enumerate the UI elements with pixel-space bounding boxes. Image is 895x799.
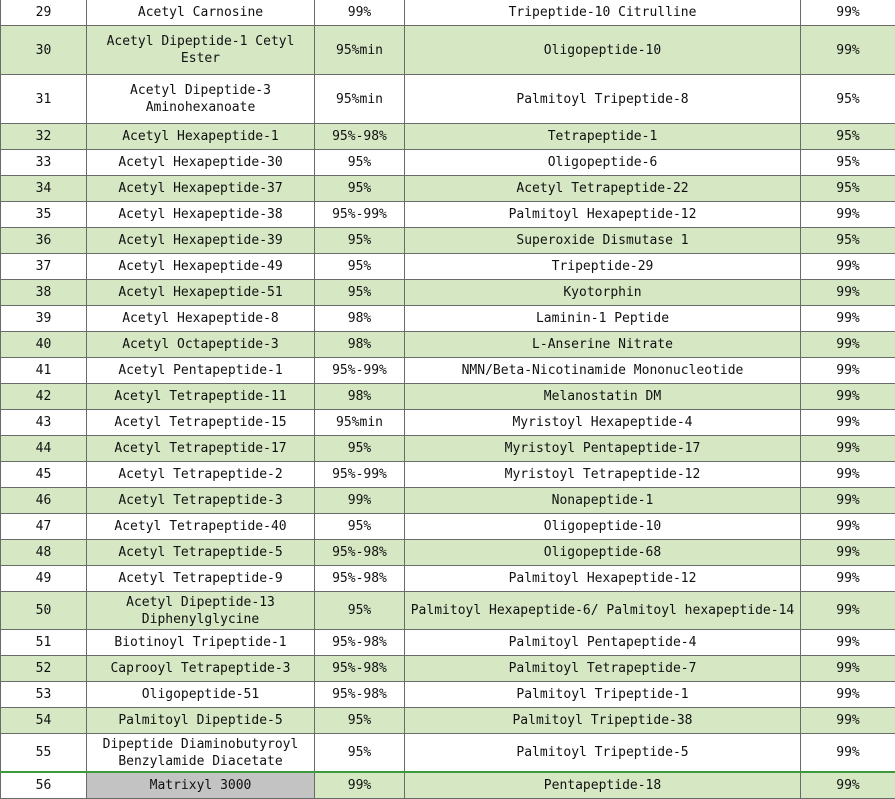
product-name-cell[interactable]: Acetyl Hexapeptide-39 xyxy=(87,228,315,254)
purity-cell[interactable]: 99% xyxy=(801,358,895,384)
table-row xyxy=(1,462,895,488)
product-name-cell[interactable]: Acetyl Pentapeptide-1 xyxy=(87,358,315,384)
row-number-cell[interactable]: 32 xyxy=(1,124,87,150)
purity-cell[interactable]: 99% xyxy=(801,566,895,592)
row-number-cell[interactable]: 44 xyxy=(1,436,87,462)
peptide-table-body xyxy=(1,0,895,799)
purity-cell[interactable]: 95%-98% xyxy=(315,540,405,566)
purity-cell[interactable]: 99% xyxy=(801,682,895,708)
purity-cell[interactable]: 95% xyxy=(315,254,405,280)
purity-cell[interactable]: 99% xyxy=(801,280,895,306)
table-row xyxy=(1,0,895,26)
row-number-cell[interactable]: 37 xyxy=(1,254,87,280)
table-row xyxy=(1,630,895,656)
table-row xyxy=(1,176,895,202)
table-row xyxy=(1,384,895,410)
product-name-cell[interactable]: Palmitoyl Hexapeptide-6/ Palmitoyl hexapeptide-14 xyxy=(405,592,801,630)
product-name-cell[interactable]: Melanostatin DM xyxy=(405,384,801,410)
row-number-cell[interactable]: 39 xyxy=(1,306,87,332)
product-name-cell[interactable]: Acetyl Carnosine xyxy=(87,0,315,26)
row-number-cell[interactable]: 33 xyxy=(1,150,87,176)
purity-cell[interactable]: 95% xyxy=(315,708,405,734)
table-row xyxy=(1,150,895,176)
product-name-cell[interactable]: Palmitoyl Tripeptide-38 xyxy=(405,708,801,734)
product-name-cell[interactable]: Myristoyl Pentapeptide-17 xyxy=(405,436,801,462)
row-number-cell[interactable]: 42 xyxy=(1,384,87,410)
table-row xyxy=(1,566,895,592)
table-row xyxy=(1,228,895,254)
purity-cell[interactable]: 95% xyxy=(315,176,405,202)
purity-cell[interactable]: 99% xyxy=(801,254,895,280)
product-name-cell[interactable]: Acetyl Tetrapeptide-3 xyxy=(87,488,315,514)
purity-cell[interactable]: 95%min xyxy=(315,75,405,124)
row-number-cell[interactable]: 34 xyxy=(1,176,87,202)
product-name-cell[interactable]: Oligopeptide-68 xyxy=(405,540,801,566)
product-name-cell[interactable]: Acetyl Octapeptide-3 xyxy=(87,332,315,358)
purity-cell[interactable]: 99% xyxy=(801,592,895,630)
purity-cell[interactable]: 95%-99% xyxy=(315,358,405,384)
product-name-cell[interactable]: Acetyl Tetrapeptide-15 xyxy=(87,410,315,436)
row-number-cell[interactable]: 35 xyxy=(1,202,87,228)
table-row xyxy=(1,332,895,358)
product-name-cell[interactable]: Acetyl Hexapeptide-30 xyxy=(87,150,315,176)
row-number-cell[interactable]: 56 xyxy=(1,772,87,799)
product-name-cell[interactable]: Oligopeptide-51 xyxy=(87,682,315,708)
purity-cell[interactable]: 95% xyxy=(315,734,405,773)
table-row xyxy=(1,708,895,734)
purity-cell[interactable]: 99% xyxy=(801,772,895,799)
purity-cell[interactable]: 99% xyxy=(801,410,895,436)
product-name-cell[interactable]: Biotinoyl Tripeptide-1 xyxy=(87,630,315,656)
product-name-cell[interactable]: Acetyl Tetrapeptide-40 xyxy=(87,514,315,540)
purity-cell[interactable]: 98% xyxy=(315,384,405,410)
product-name-cell[interactable]: Palmitoyl Dipeptide-5 xyxy=(87,708,315,734)
product-name-cell[interactable]: Acetyl Tetrapeptide-2 xyxy=(87,462,315,488)
row-number-cell[interactable]: 30 xyxy=(1,26,87,75)
table-row xyxy=(1,540,895,566)
product-name-cell[interactable]: Acetyl Hexapeptide-49 xyxy=(87,254,315,280)
row-number-cell[interactable]: 46 xyxy=(1,488,87,514)
product-name-cell[interactable]: Palmitoyl Pentapeptide-4 xyxy=(405,630,801,656)
row-number-cell[interactable]: 36 xyxy=(1,228,87,254)
purity-cell[interactable]: 99% xyxy=(801,332,895,358)
purity-cell[interactable]: 99% xyxy=(801,488,895,514)
purity-cell[interactable]: 95% xyxy=(801,124,895,150)
product-name-cell[interactable]: L-Anserine Nitrate xyxy=(405,332,801,358)
purity-cell[interactable]: 99% xyxy=(801,306,895,332)
product-name-cell[interactable]: Palmitoyl Tetrapeptide-7 xyxy=(405,656,801,682)
table-row xyxy=(1,124,895,150)
row-number-cell[interactable]: 55 xyxy=(1,734,87,773)
purity-cell[interactable]: 99% xyxy=(801,436,895,462)
purity-cell[interactable]: 98% xyxy=(315,306,405,332)
product-name-cell[interactable]: Acetyl Hexapeptide-1 xyxy=(87,124,315,150)
row-number-cell[interactable]: 47 xyxy=(1,514,87,540)
product-name-cell[interactable]: Acetyl Hexapeptide-51 xyxy=(87,280,315,306)
product-name-cell[interactable]: Acetyl Tetrapeptide-11 xyxy=(87,384,315,410)
purity-cell[interactable]: 95% xyxy=(315,228,405,254)
product-name-cell[interactable]: Acetyl Dipeptide-3 Aminohexanoate xyxy=(87,75,315,124)
table-row xyxy=(1,682,895,708)
purity-cell[interactable]: 95%-98% xyxy=(315,124,405,150)
product-name-cell[interactable]: Acetyl Tetrapeptide-17 xyxy=(87,436,315,462)
product-name-cell[interactable]: Acetyl Dipeptide-1 Cetyl Ester xyxy=(87,26,315,75)
purity-cell[interactable]: 95% xyxy=(801,75,895,124)
row-number-cell[interactable]: 49 xyxy=(1,566,87,592)
purity-cell[interactable]: 99% xyxy=(801,708,895,734)
table-row xyxy=(1,358,895,384)
product-name-cell[interactable]: Acetyl Dipeptide-13 Diphenylglycine xyxy=(87,592,315,630)
purity-cell[interactable]: 99% xyxy=(801,734,895,773)
product-name-cell[interactable]: Superoxide Dismutase 1 xyxy=(405,228,801,254)
purity-cell[interactable]: 95%-99% xyxy=(315,462,405,488)
purity-cell[interactable]: 99% xyxy=(801,656,895,682)
product-name-cell[interactable]: Myristoyl Tetrapeptide-12 xyxy=(405,462,801,488)
row-number-cell[interactable]: 48 xyxy=(1,540,87,566)
row-number-cell[interactable]: 50 xyxy=(1,592,87,630)
row-number-cell[interactable]: 43 xyxy=(1,410,87,436)
purity-cell[interactable]: 95%-98% xyxy=(315,630,405,656)
purity-cell[interactable]: 95%-98% xyxy=(315,566,405,592)
table-row xyxy=(1,772,895,799)
table-row xyxy=(1,306,895,332)
row-number-cell[interactable]: 51 xyxy=(1,630,87,656)
row-number-cell[interactable]: 38 xyxy=(1,280,87,306)
table-row xyxy=(1,26,895,75)
product-name-cell[interactable]: Pentapeptide-18 xyxy=(405,772,801,799)
purity-cell[interactable]: 95% xyxy=(315,592,405,630)
purity-cell[interactable]: 95% xyxy=(315,514,405,540)
table-row xyxy=(1,254,895,280)
purity-cell[interactable]: 98% xyxy=(315,332,405,358)
product-name-cell[interactable]: Tripeptide-10 Citrulline xyxy=(405,0,801,26)
purity-cell[interactable]: 95% xyxy=(801,150,895,176)
table-row xyxy=(1,514,895,540)
product-name-cell[interactable]: Oligopeptide-10 xyxy=(405,26,801,75)
row-number-cell[interactable]: 45 xyxy=(1,462,87,488)
product-name-cell[interactable]: Caprooyl Tetrapeptide-3 xyxy=(87,656,315,682)
table-row xyxy=(1,656,895,682)
purity-cell[interactable]: 99% xyxy=(801,462,895,488)
row-number-cell[interactable]: 40 xyxy=(1,332,87,358)
purity-cell[interactable]: 99% xyxy=(315,772,405,799)
purity-cell[interactable]: 95% xyxy=(801,228,895,254)
product-name-cell[interactable]: Tripeptide-29 xyxy=(405,254,801,280)
table-row xyxy=(1,436,895,462)
purity-cell[interactable]: 95% xyxy=(315,436,405,462)
table-row xyxy=(1,280,895,306)
product-name-cell[interactable]: Laminin-1 Peptide xyxy=(405,306,801,332)
table-row xyxy=(1,488,895,514)
product-name-cell[interactable]: Nonapeptide-1 xyxy=(405,488,801,514)
product-name-cell[interactable]: Palmitoyl Hexapeptide-12 xyxy=(405,566,801,592)
product-name-cell[interactable]: Acetyl Hexapeptide-37 xyxy=(87,176,315,202)
purity-cell[interactable]: 99% xyxy=(801,630,895,656)
purity-cell[interactable]: 99% xyxy=(801,514,895,540)
product-name-cell[interactable]: Tetrapeptide-1 xyxy=(405,124,801,150)
product-name-cell[interactable]: Acetyl Hexapeptide-38 xyxy=(87,202,315,228)
product-name-cell[interactable]: Matrixyl 3000 xyxy=(87,772,315,799)
purity-cell[interactable]: 99% xyxy=(801,202,895,228)
product-name-cell[interactable]: Acetyl Hexapeptide-8 xyxy=(87,306,315,332)
purity-cell[interactable]: 95%-99% xyxy=(315,202,405,228)
purity-cell[interactable]: 99% xyxy=(801,540,895,566)
purity-cell[interactable]: 99% xyxy=(315,488,405,514)
row-number-cell[interactable]: 31 xyxy=(1,75,87,124)
purity-cell[interactable]: 99% xyxy=(315,0,405,26)
row-number-cell[interactable]: 52 xyxy=(1,656,87,682)
table-row xyxy=(1,410,895,436)
purity-cell[interactable]: 95% xyxy=(315,150,405,176)
purity-cell[interactable]: 99% xyxy=(801,384,895,410)
row-number-cell[interactable]: 54 xyxy=(1,708,87,734)
purity-cell[interactable]: 99% xyxy=(801,26,895,75)
product-name-cell[interactable]: Palmitoyl Tripeptide-5 xyxy=(405,734,801,773)
product-name-cell[interactable]: Palmitoyl Tripeptide-1 xyxy=(405,682,801,708)
purity-cell[interactable]: 95%-98% xyxy=(315,682,405,708)
product-name-cell[interactable]: Acetyl Tetrapeptide-9 xyxy=(87,566,315,592)
product-name-cell[interactable]: Myristoyl Hexapeptide-4 xyxy=(405,410,801,436)
row-number-cell[interactable]: 29 xyxy=(1,0,87,26)
purity-cell[interactable]: 95%min xyxy=(315,26,405,75)
table-row xyxy=(1,202,895,228)
purity-cell[interactable]: 99% xyxy=(801,0,895,26)
purity-cell[interactable]: 95%min xyxy=(315,410,405,436)
product-name-cell[interactable]: Palmitoyl Hexapeptide-12 xyxy=(405,202,801,228)
row-number-cell[interactable]: 53 xyxy=(1,682,87,708)
table-row xyxy=(1,734,895,773)
table-row xyxy=(1,75,895,124)
product-name-cell[interactable]: NMN/Beta-Nicotinamide Mononucleotide xyxy=(405,358,801,384)
product-name-cell[interactable]: Palmitoyl Tripeptide-8 xyxy=(405,75,801,124)
purity-cell[interactable]: 95% xyxy=(801,176,895,202)
purity-cell[interactable]: 95% xyxy=(315,280,405,306)
product-name-cell[interactable]: Acetyl Tetrapeptide-22 xyxy=(405,176,801,202)
row-number-cell[interactable]: 41 xyxy=(1,358,87,384)
product-name-cell[interactable]: Oligopeptide-10 xyxy=(405,514,801,540)
product-name-cell[interactable]: Kyotorphin xyxy=(405,280,801,306)
product-name-cell[interactable]: Acetyl Tetrapeptide-5 xyxy=(87,540,315,566)
table-row xyxy=(1,592,895,630)
product-name-cell[interactable]: Dipeptide Diaminobutyroyl Benzylamide Diacetate xyxy=(87,734,315,773)
purity-cell[interactable]: 95%-98% xyxy=(315,656,405,682)
product-name-cell[interactable]: Oligopeptide-6 xyxy=(405,150,801,176)
